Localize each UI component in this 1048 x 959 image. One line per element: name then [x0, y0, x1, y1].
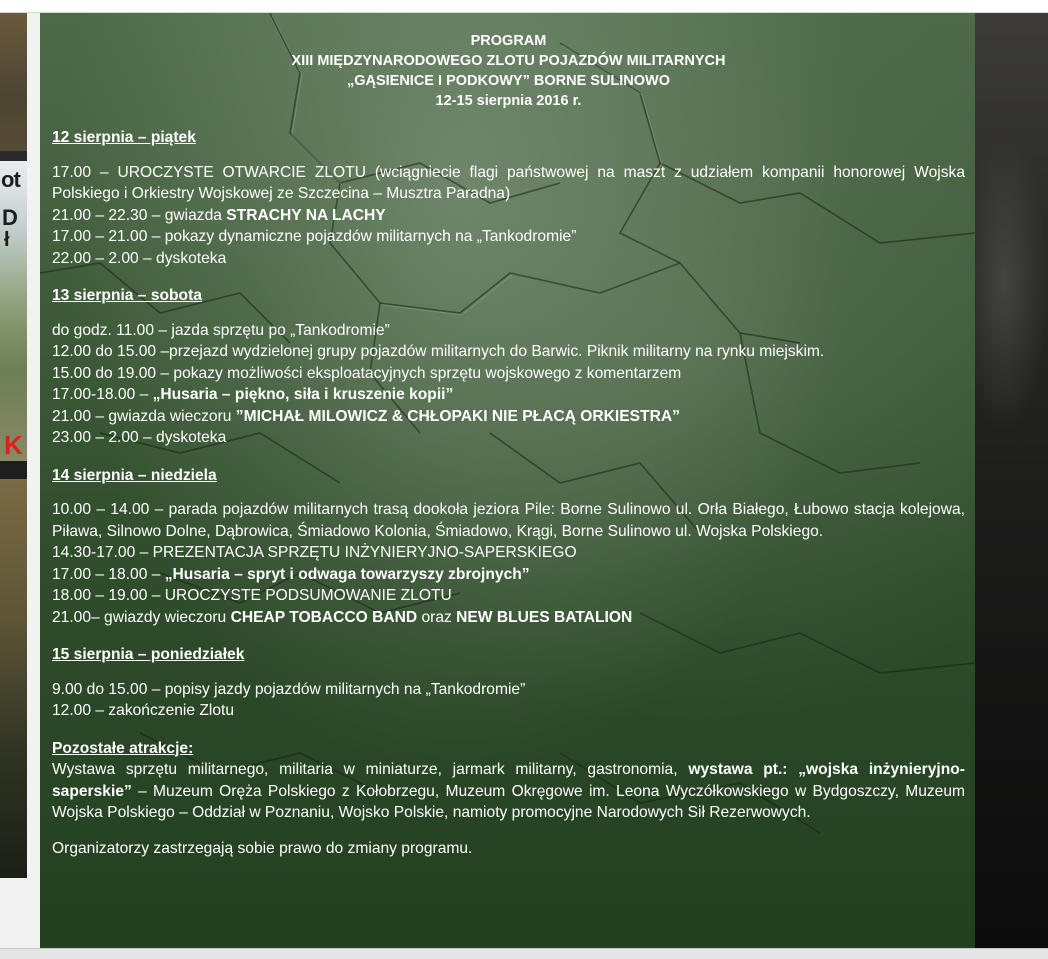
schedule-item-highlight: NEW BLUES BATALION — [456, 608, 633, 626]
schedule-item — [52, 406, 965, 428]
schedule-item: 12.00 do 15.00 –przejazd wydzielonej grupy pojazdów militarnych do Barwic. Piknik militarny na rynku miejskim. — [52, 343, 825, 360]
schedule-item: 10.00 – 14.00 – parada pojazdów militarnych trasą dookoła jeziora Pile: Borne Sulinowo ul. Orła Białego, Łubowo stacja kolejowa, Piława, Silnowo Dolne, Dąbrowica, Śmiadowo Kolonia, Śmiadowo, Krągi, Borne Sulinowo ul. Wojska Polskiego. — [52, 501, 965, 540]
program-header — [52, 31, 965, 111]
schedule-item: 18.00 – 19.00 – UROCZYSTE PODSUMOWANIE ZLOTU — [52, 587, 452, 604]
schedule-item-text: 21.00– gwiazdy wieczoru — [52, 608, 231, 626]
left-banner-text: ł — [4, 229, 10, 251]
schedule-item — [52, 564, 965, 586]
schedule-item-text: 17.00-18.00 – — [52, 386, 153, 403]
program-panel — [40, 13, 975, 948]
schedule-item-text: 21.00 – gwiazda wieczoru — [52, 407, 236, 425]
schedule-item — [52, 205, 965, 227]
schedule-item: 14.30-17.00 – PREZENTACJA SPRZĘTU INŻYNIERYJNO-SAPERSKIEGO — [52, 544, 577, 561]
schedule-item: 9.00 do 15.00 – popisy jazdy pojazdów militarnych na „Tankodromie” — [52, 680, 526, 698]
left-banner-text: ot — [1, 167, 20, 192]
schedule-item: 12.00 – zakończenie Zlotu — [52, 702, 235, 719]
schedule-item-text: 21.00 – 22.30 – gwiazda — [52, 206, 227, 224]
schedule-item-highlight: STRACHY NA LACHY — [226, 206, 386, 224]
schedule-item: do godz. 11.00 – jazda sprzętu po „Tankodromie” — [52, 321, 390, 339]
attractions-text-part: Wystawa sprzętu militarnego, militaria w miniaturze, jarmark militarny, gastronomia, — [52, 761, 689, 778]
day-heading-saturday: 13 sierpnia – sobota — [52, 287, 202, 304]
left-banner-red-text: K — [4, 430, 23, 460]
left-banner-divider — [0, 461, 27, 479]
top-border — [0, 0, 1048, 13]
day-heading-monday: 15 sierpnia – poniedziałek — [52, 646, 245, 663]
schedule-item — [52, 607, 965, 629]
schedule-item: 17.00 – 21.00 – pokazy dynamiczne pojazdów militarnych na „Tankodromie” — [52, 228, 577, 245]
day-heading-friday: 12 sierpnia – piątek — [52, 129, 196, 146]
schedule-item: 22.00 – 2.00 – dyskoteka — [52, 249, 227, 267]
schedule-item: 15.00 do 19.00 – pokazy możliwości eksploatacyjnych sprzętu wojskowego z komentarzem — [52, 364, 682, 382]
attractions-text — [52, 759, 965, 824]
header-event-name: XIII MIĘDZYNARODOWEGO ZLOTU POJAZDÓW MILITARNYCH — [291, 53, 726, 69]
attractions-heading: Pozostałe atrakcje: — [52, 739, 194, 757]
schedule-item-highlight: „Husaria – piękno, siła i kruszenie kopii” — [152, 386, 454, 403]
left-banner-text: D — [2, 205, 18, 230]
schedule-item-text: oraz — [417, 608, 457, 626]
header-title: PROGRAM — [470, 33, 547, 49]
left-banner-image[interactable] — [0, 13, 27, 878]
day-schedule-friday — [52, 162, 965, 270]
day-schedule-monday — [52, 679, 965, 722]
schedule-item — [52, 384, 965, 406]
left-banner-photo-top — [0, 13, 27, 151]
right-background-image — [975, 13, 1048, 948]
schedule-item-highlight: „Husaria – spryt i odwaga towarzyszy zbrojnych” — [164, 565, 530, 583]
day-schedule-sunday — [52, 499, 965, 628]
left-banner-photo-bottom — [0, 479, 27, 878]
program-content — [52, 31, 965, 859]
disclaimer-note: Organizatorzy zastrzegają sobie prawo do zmiany programu. — [52, 839, 473, 857]
day-heading-sunday: 14 sierpnia – niedziela — [52, 466, 217, 484]
schedule-item-highlight: CHEAP TOBACCO BAND — [230, 608, 418, 626]
attractions-text-part: – Muzeum Oręża Polskiego z Kołobrzegu, Muzeum Okręgowe im. Leona Wyczółkowskiego w Bydgoszczy, Muzeum Wojska Polskiego – Oddział w Poznaniu, Wojsko Polskie, namioty promocyjne Narodowych Sił Rezerwowych. — [52, 782, 965, 821]
day-schedule-saturday — [52, 320, 965, 449]
left-banner-divider — [0, 151, 27, 161]
schedule-item-text: 17.00 – 18.00 – — [52, 565, 165, 583]
schedule-item-highlight: ”MICHAŁ MILOWICZ & CHŁOPAKI NIE PŁACĄ ORKIESTRA” — [235, 407, 680, 425]
bottom-border — [0, 948, 1048, 959]
header-event-subtitle: „GĄSIENICE I PODKOWY” BORNE SULINOWO — [346, 73, 671, 89]
header-dates: 12-15 sierpnia 2016 r. — [435, 93, 582, 109]
schedule-item: 17.00 – UROCZYSTE OTWARCIE ZLOTU (wciągniecie flagi państwowej na maszt z udziałem kompanii honorowej Wojska Polskiego i Orkiestry Wojskowej ze Szczecina – Musztra Paradna) — [52, 163, 965, 202]
attractions-highlight: wystawa pt.: „wojska inżynieryjno-saperskie” — [52, 761, 965, 800]
schedule-item: 23.00 – 2.00 – dyskoteka — [52, 429, 227, 446]
